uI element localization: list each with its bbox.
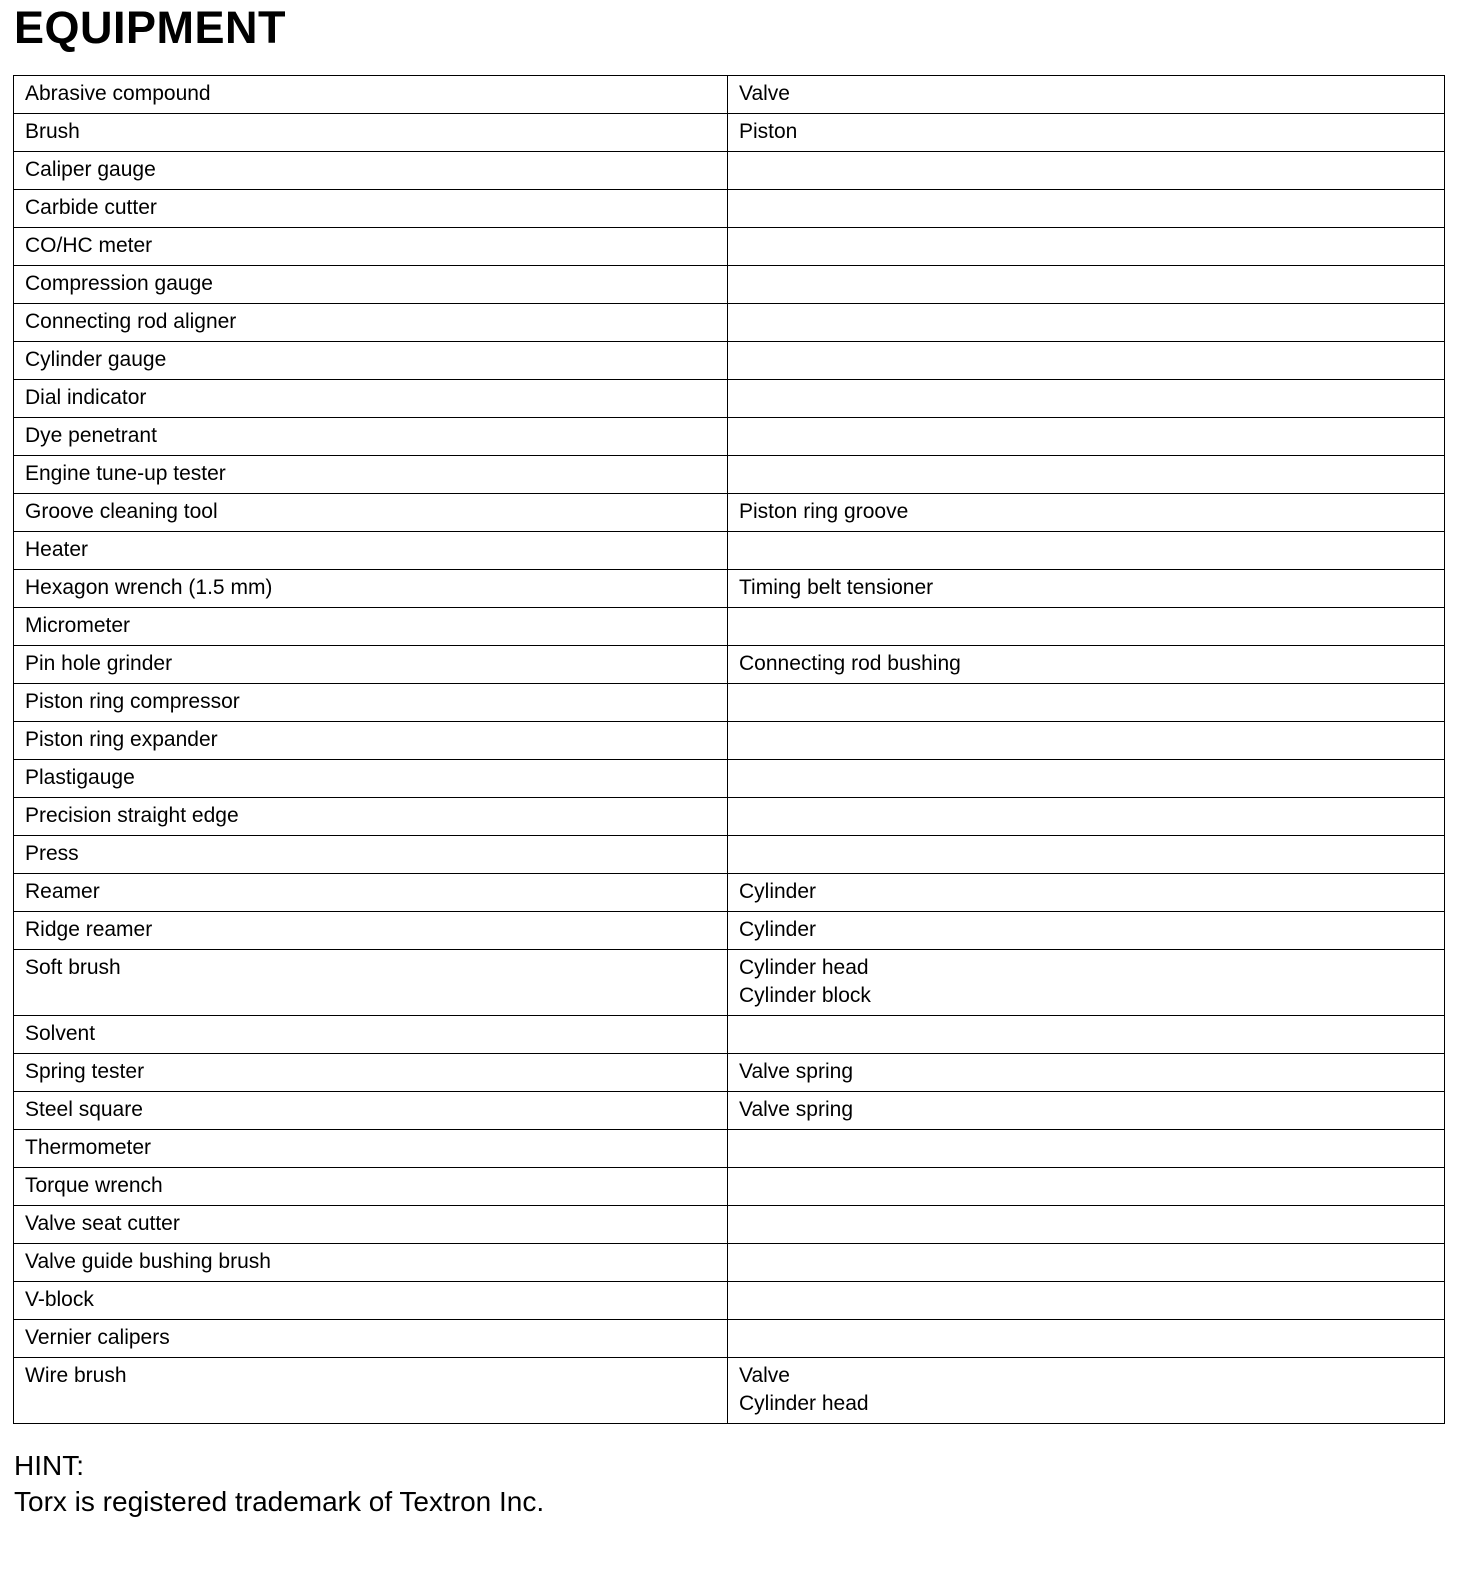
table-row bbox=[14, 342, 1445, 380]
table-row bbox=[14, 190, 1445, 228]
table-row bbox=[14, 1206, 1445, 1244]
table-row bbox=[14, 646, 1445, 684]
equipment-usage-cell bbox=[728, 608, 1445, 646]
equipment-usage-cell bbox=[728, 342, 1445, 380]
equipment-name-cell: Soft brush bbox=[14, 950, 728, 1016]
equipment-name-cell: Wire brush bbox=[14, 1358, 728, 1424]
table-row bbox=[14, 1282, 1445, 1320]
equipment-name-cell: CO/HC meter bbox=[14, 228, 728, 266]
equipment-name-cell: Dial indicator bbox=[14, 380, 728, 418]
equipment-usage-cell bbox=[728, 836, 1445, 874]
table-row bbox=[14, 684, 1445, 722]
equipment-usage-cell bbox=[728, 798, 1445, 836]
equipment-name-cell: Connecting rod aligner bbox=[14, 304, 728, 342]
table-row bbox=[14, 1016, 1445, 1054]
table-row bbox=[14, 1168, 1445, 1206]
equipment-usage-cell: Cylinder head Cylinder block bbox=[728, 950, 1445, 1016]
equipment-name-cell: Carbide cutter bbox=[14, 190, 728, 228]
equipment-name-cell: Heater bbox=[14, 532, 728, 570]
equipment-name-cell: Plastigauge bbox=[14, 760, 728, 798]
table-row bbox=[14, 304, 1445, 342]
equipment-name-cell: V-block bbox=[14, 1282, 728, 1320]
hint-text: Torx is registered trademark of Textron Inc. bbox=[14, 1486, 545, 1517]
page-title: EQUIPMENT bbox=[14, 2, 287, 53]
equipment-name-cell: Brush bbox=[14, 114, 728, 152]
equipment-name-cell: Valve seat cutter bbox=[14, 1206, 728, 1244]
equipment-usage-cell bbox=[728, 190, 1445, 228]
equipment-name-cell: Engine tune-up tester bbox=[14, 456, 728, 494]
equipment-usage-cell: Valve bbox=[728, 76, 1445, 114]
equipment-name-cell: Micrometer bbox=[14, 608, 728, 646]
equipment-usage-cell bbox=[728, 1168, 1445, 1206]
table-row bbox=[14, 1092, 1445, 1130]
equipment-usage-cell: Connecting rod bushing bbox=[728, 646, 1445, 684]
equipment-usage-cell bbox=[728, 456, 1445, 494]
equipment-name-cell: Valve guide bushing brush bbox=[14, 1244, 728, 1282]
hint-label: HINT: bbox=[14, 1450, 84, 1481]
equipment-name-cell: Precision straight edge bbox=[14, 798, 728, 836]
equipment-name-cell: Vernier calipers bbox=[14, 1320, 728, 1358]
table-row bbox=[14, 380, 1445, 418]
equipment-name-cell: Compression gauge bbox=[14, 266, 728, 304]
equipment-usage-cell: Cylinder bbox=[728, 874, 1445, 912]
equipment-usage-cell: Valve spring bbox=[728, 1092, 1445, 1130]
equipment-usage-cell: Piston ring groove bbox=[728, 494, 1445, 532]
equipment-name-cell: Caliper gauge bbox=[14, 152, 728, 190]
equipment-name-cell: Piston ring expander bbox=[14, 722, 728, 760]
equipment-usage-cell: Timing belt tensioner bbox=[728, 570, 1445, 608]
equipment-usage-cell bbox=[728, 1320, 1445, 1358]
table-row bbox=[14, 152, 1445, 190]
equipment-usage-cell: Valve spring bbox=[728, 1054, 1445, 1092]
equipment-usage-cell bbox=[728, 1130, 1445, 1168]
table-row bbox=[14, 418, 1445, 456]
equipment-table bbox=[13, 75, 1445, 1424]
equipment-name-cell: Ridge reamer bbox=[14, 912, 728, 950]
equipment-name-cell: Torque wrench bbox=[14, 1168, 728, 1206]
equipment-name-cell: Hexagon wrench (1.5 mm) bbox=[14, 570, 728, 608]
equipment-name-cell: Thermometer bbox=[14, 1130, 728, 1168]
table-row bbox=[14, 1130, 1445, 1168]
equipment-name-cell: Reamer bbox=[14, 874, 728, 912]
equipment-usage-cell bbox=[728, 1244, 1445, 1282]
table-row bbox=[14, 228, 1445, 266]
table-row bbox=[14, 532, 1445, 570]
hint-block bbox=[14, 1448, 544, 1520]
equipment-usage-cell bbox=[728, 1206, 1445, 1244]
equipment-name-cell: Steel square bbox=[14, 1092, 728, 1130]
table-row bbox=[14, 1244, 1445, 1282]
equipment-name-cell: Abrasive compound bbox=[14, 76, 728, 114]
equipment-usage-cell bbox=[728, 532, 1445, 570]
table-row bbox=[14, 798, 1445, 836]
table-row bbox=[14, 76, 1445, 114]
equipment-usage-cell bbox=[728, 1016, 1445, 1054]
table-row bbox=[14, 114, 1445, 152]
table-row bbox=[14, 494, 1445, 532]
table-row bbox=[14, 912, 1445, 950]
equipment-name-cell: Press bbox=[14, 836, 728, 874]
equipment-usage-cell bbox=[728, 228, 1445, 266]
equipment-name-cell: Cylinder gauge bbox=[14, 342, 728, 380]
equipment-usage-cell bbox=[728, 722, 1445, 760]
table-row bbox=[14, 456, 1445, 494]
table-row bbox=[14, 570, 1445, 608]
table-row bbox=[14, 608, 1445, 646]
equipment-usage-cell bbox=[728, 760, 1445, 798]
equipment-usage-cell bbox=[728, 152, 1445, 190]
equipment-name-cell: Piston ring compressor bbox=[14, 684, 728, 722]
equipment-table-body bbox=[14, 76, 1445, 1424]
table-row bbox=[14, 760, 1445, 798]
table-row bbox=[14, 266, 1445, 304]
table-row bbox=[14, 1320, 1445, 1358]
equipment-name-cell: Dye penetrant bbox=[14, 418, 728, 456]
table-row bbox=[14, 1054, 1445, 1092]
equipment-usage-cell: Piston bbox=[728, 114, 1445, 152]
table-row bbox=[14, 722, 1445, 760]
table-row bbox=[14, 1358, 1445, 1424]
equipment-usage-cell: Cylinder bbox=[728, 912, 1445, 950]
equipment-usage-cell bbox=[728, 684, 1445, 722]
table-row bbox=[14, 950, 1445, 1016]
equipment-name-cell: Groove cleaning tool bbox=[14, 494, 728, 532]
table-row bbox=[14, 836, 1445, 874]
equipment-usage-cell bbox=[728, 304, 1445, 342]
equipment-usage-cell: Valve Cylinder head bbox=[728, 1358, 1445, 1424]
equipment-usage-cell bbox=[728, 266, 1445, 304]
equipment-usage-cell bbox=[728, 380, 1445, 418]
equipment-usage-cell bbox=[728, 1282, 1445, 1320]
equipment-name-cell: Solvent bbox=[14, 1016, 728, 1054]
equipment-name-cell: Pin hole grinder bbox=[14, 646, 728, 684]
equipment-name-cell: Spring tester bbox=[14, 1054, 728, 1092]
equipment-usage-cell bbox=[728, 418, 1445, 456]
table-row bbox=[14, 874, 1445, 912]
